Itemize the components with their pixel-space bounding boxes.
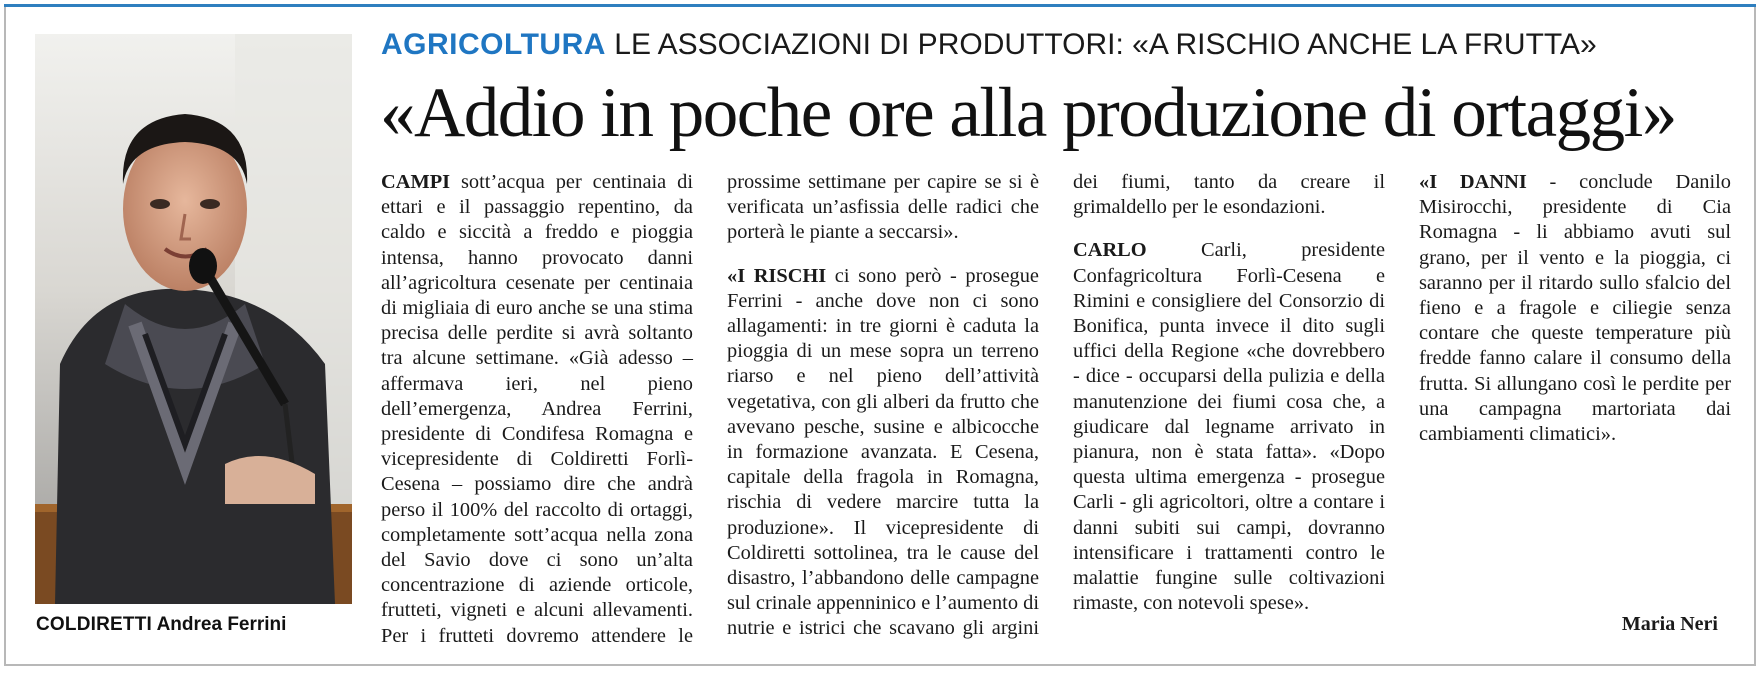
paragraph-text: - conclude Danilo Misirocchi, presidente di Cia Romagna - li abbiamo avuti sul grano, per il vento e la pioggia, ci saranno per il ritardo sullo sfalcio del fieno e a fragole e ciliegie senza contare che queste temperature più fredde fanno calare il consumo della frutta. Si allungano così le perdite per una campagna martoriata dai cambiamenti climatici». — [1419, 171, 1731, 446]
caption-lead: COLDIRETTI — [36, 614, 152, 635]
top-rule — [4, 4, 1756, 7]
portrait-illustration — [35, 34, 352, 604]
paragraph-lede: «I RISCHI — [727, 264, 827, 287]
section-label: AGRICOLTURA — [381, 28, 606, 61]
paragraph-text: ci sono però - prosegue Ferrini - anche dove non ci sono allagamenti: in tre giorni è caduta la pioggia di un mese sopra un terreno riarso e nel pieno dell’attività vegetativa, con gli alberi da frutto che avevano pesche, susine e albicocche in formazione avanzata. E Cesena, capitale della fragola in Romagna, rischia di vedere marcire tutta la produzione». Il vicepresidente di Coldiretti sottolinea, tra le cause del disastro, l’abbandono delle campagne sul crinale appenninico e l’aumento di nutrie e istrici che scavano gli argini dei fiumi, tanto da creare il grimaldello per le esondazioni. — [727, 171, 1385, 640]
paragraph-lede: CARLO — [1073, 239, 1147, 262]
paragraph-text: Carli, presidente Confagricoltura Forlì-Cesena e Rimini e consigliere del Consorzio di Bonifica, punta invece il dito sugli uffici della Regione «che dovrebbero - dice - occuparsi della pulizia e della manutenzione dei fiumi cosa che, a giudicare dal legname arrivato in pianura, non è stata fatta». «Dopo questa ultima emergenza - prosegue Carli - gli agricoltori, oltre a contare i danni subiti sui campi, dovranno intensificare i trattamenti contro le malattie fungine sulle coltivazioni rimaste, con notevoli spese». — [1073, 239, 1385, 615]
kicker-text: LE ASSOCIAZIONI DI PRODUTTORI: «A RISCHIO ANCHE LA FRUTTA» — [614, 28, 1597, 61]
photo-caption — [36, 614, 286, 636]
paragraph-text: sott’acqua per centinaia di ettari e il passaggio repentino, da caldo e siccità a freddo e pioggia intensa, hanno provocato danni all’agricoltura cesenate per centinaia di migliaia di euro anche se una stima precisa delle perdite si avrà soltanto tra alcune settimane. «Già adesso – affermava ieri, nel pieno dell’emergenza, Andrea Ferrini, presidente di Condifesa Romagna e vicepresidente di Coldiretti Forlì-Cesena – possiamo dire che andrà perso il 100% del raccolto di ortaggi, completamente sott’acqua nella zona del Savio dove ci sono un’alta concentrazione di aziende orticole, frutteti, vigneti e alcuni allevamenti. Per i frutteti dovremo attendere le prossime settimane per capire se si è verificata un’asfissia delle radici che porterà le piante a seccarsi». — [381, 171, 1039, 647]
kicker — [381, 28, 1597, 62]
headline: «Addio in poche ore alla produzione di ortaggi» — [380, 74, 1676, 152]
byline: Maria Neri — [1621, 613, 1718, 635]
portrait-photo — [35, 34, 352, 604]
article-body — [381, 170, 1731, 650]
paragraph-lede: «I DANNI — [1419, 171, 1527, 193]
caption-name: Andrea Ferrini — [156, 614, 287, 635]
article-paragraph — [1419, 170, 1731, 447]
article-paragraph — [1073, 238, 1385, 616]
paragraph-lede: CAMPI — [381, 171, 451, 193]
